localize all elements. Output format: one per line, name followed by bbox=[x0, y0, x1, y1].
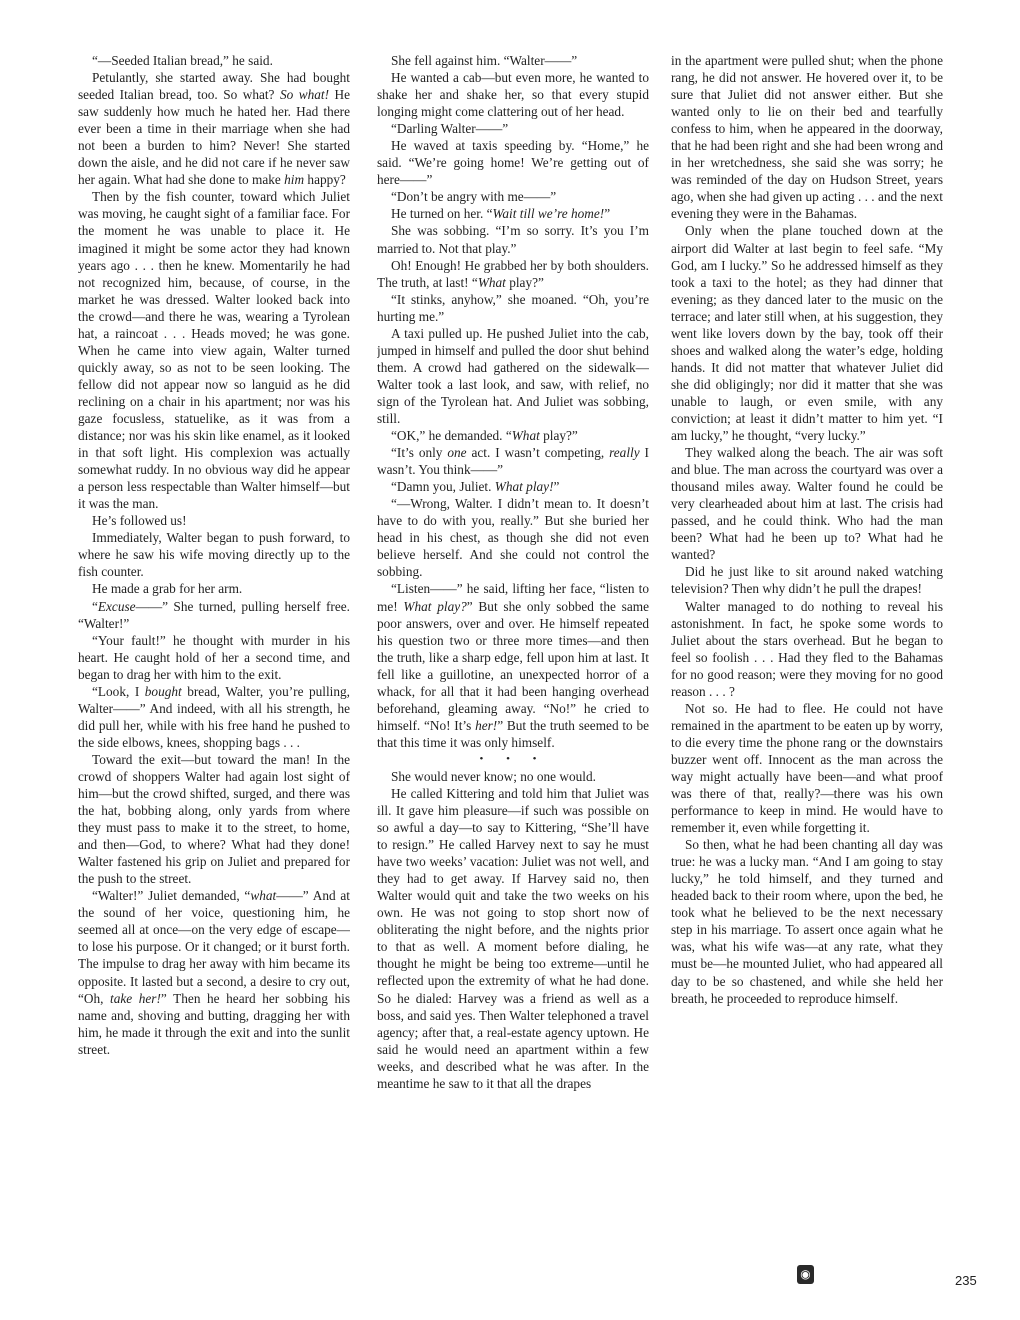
italic-text: What bbox=[477, 274, 506, 290]
text-run: play?” bbox=[505, 274, 544, 290]
italic-text: take her! bbox=[110, 990, 161, 1006]
paragraph bbox=[377, 120, 649, 137]
text-run: ” But she only sobbed the same poor answers, over and over. He himself repeated his question two or three more times—and then the truth, like a sharp edge, fell upon him at last. It fell like a guillotine, an unexpected horror of a whack, for all that it had been hanging overhead beforehand, gleaming away. “No!” he cried to himself. “No! It’s bbox=[377, 598, 649, 733]
text-run: “Damn you, Juliet. bbox=[391, 479, 495, 495]
text-run: “Your fault!” he thought with murder in his heart. He caught hold of her a second time, and began to drag her with him to the exit. bbox=[78, 632, 350, 682]
paragraph bbox=[377, 751, 649, 768]
paragraph bbox=[78, 683, 350, 751]
text-run: He called Kittering and told him that Juliet was ill. It gave him pleasure—if such was possible on so awful a day—to say to Kittering, “She’ll have to resign.” He called Harvey next to say he must have two weeks’ vacation: Juliet was not well, and they had to get away. If Harvey said no, then Walter would quit and take the two weeks on his own. He was not going to stop short now of obliterating the night before, and the nights prior to that as well. A moment before dialing, he thought he might be being too extreme—until he reflected upon the extremity of what he had done. So he dialed: Harvey was a friend as well as a boss, and said yes. Then Walter telephoned a travel agency; after that, a real-estate agency uptown. He said he would need an apartment within a few weeks, and described what he was after. In the meantime he saw to it that all the drapes bbox=[377, 785, 649, 1091]
paragraph bbox=[377, 188, 649, 205]
paragraph bbox=[78, 188, 350, 512]
italic-text: really bbox=[609, 445, 640, 461]
paragraph bbox=[377, 222, 649, 256]
text-run: “—Wrong, Walter. I didn’t mean to. It doesn’t have to do with you, really.” But she buried her head in his chest, as though she did not even believe herself. And she could not control the sobbing. bbox=[377, 496, 649, 580]
text-run: They walked along the beach. The air was soft and blue. The man across the courtyard was over a thousand miles away. Walter found he could be very clearheaded about him at last. The crisis had passed, and he could think. Who had the man been? What had he been up to? What had he wanted? bbox=[671, 445, 943, 563]
italic-text: what bbox=[250, 888, 277, 904]
text-run: Only when the plane touched down at the airport did Walter at last begin to feel safe. “My God, am I lucky.” So he addressed himself as they took a taxi to the hotel; as they had dinner that evening; as they danced later to the music on the terrace; and later still when, at his suggestion, they went like lovers down by the bay, took off their shoes and walked along the water’s edge, holding hands. It did not matter that whatever Juliet did she did obligingly; nor did it matter that she was unable to laugh, or even smile, with any conviction; at least it didn’t matter to him yet. “I am lucky,” he thought, “very lucky.” bbox=[671, 223, 943, 444]
text-run: Then by the fish counter, toward which Juliet was moving, he caught sight of a familiar face. For the moment he was unable to place it. He imagined it might be some actor they had known years ago . . . then he knew. Momentarily he had not recognized him, because, of course, in the market he was dressed. Walter looked back into the crowd—and there he was, wearing a Tyrolean hat, a raincoat . . . Heads moved; he was gone. When he came into view again, Walter turned quickly away, so as not to be seen looking. The fellow did not appear now so languid as he did reclining on a chair in his apartment; nor was his gaze focusless, statuelike, as it was from a distance; nor was his skin like enamel, as it looked in that soft light. His complexion was actually somewhat ruddy. In no obvious way did he appear a person less respectable than Walter himself—but it was the man. bbox=[78, 189, 350, 512]
page-number: 235 bbox=[955, 1273, 977, 1288]
text-column-2 bbox=[377, 52, 649, 1292]
text-run: ” But the truth seemed to be that this time it was only himself. bbox=[377, 717, 649, 750]
italic-text: Wait till we’re home! bbox=[492, 206, 605, 222]
text-run: He made a grab for her arm. bbox=[92, 581, 243, 597]
italic-text: What bbox=[511, 428, 540, 444]
text-run: A taxi pulled up. He pushed Juliet into the cab, jumped in himself and pulled the door shut behind them. A crowd had gathered on the sidewalk—Walter took a last look, and saw, with relief, no sign of the Tyrolean hat. And Juliet was sobbing, still. bbox=[377, 325, 649, 426]
paragraph bbox=[671, 836, 943, 1006]
text-run: Toward the exit—but toward the man! In the crowd of shoppers Walter had again lost sight of him—but the crowd shifted, surged, and there was the hat, bobbing along, only yards from where they must pass to make it to the street, to home, and then—God, to where? What had they done! Walter fastened his grip on Juliet and prepared for the push to the street. bbox=[78, 751, 350, 887]
text-run: “ bbox=[92, 598, 98, 614]
paragraph bbox=[78, 580, 350, 597]
paragraph bbox=[377, 478, 649, 495]
text-run: “OK,” he demanded. “ bbox=[391, 428, 512, 444]
paragraph bbox=[671, 563, 943, 597]
paragraph bbox=[78, 52, 350, 69]
italic-text: What play! bbox=[494, 479, 554, 495]
paragraph bbox=[377, 444, 649, 478]
paragraph bbox=[671, 52, 943, 222]
paragraph bbox=[78, 69, 350, 188]
paragraph bbox=[377, 768, 649, 785]
paragraph bbox=[377, 427, 649, 444]
text-run: Not so. He had to flee. He could not have remained in the apartment to be eaten up by worry, to die every time the phone rang or the downstairs buzzer went off. Innocent as the man across the way might actually have been—and what proof was there of that, really?—there was his own performance to keep in mind. He would have to remember it, even while forgetting it. bbox=[671, 700, 943, 836]
text-run: “It stinks, anyhow,” she moaned. “Oh, you’re hurting me.” bbox=[377, 291, 649, 324]
paragraph bbox=[377, 257, 649, 291]
text-run: Immediately, Walter began to push forward, to where he saw his wife moving directly up to the fish counter. bbox=[78, 530, 350, 580]
italic-text: Excuse bbox=[97, 598, 136, 614]
text-run: play?” bbox=[539, 428, 578, 444]
paragraph bbox=[78, 887, 350, 1057]
paragraph bbox=[377, 69, 649, 120]
text-run: He saw suddenly how much he hated her. Had there ever been a time in their marriage when she had not been a burden to him? Never! She started down the aisle, and he did not care if he never saw her again. What had she done to make bbox=[78, 87, 350, 188]
text-column-1 bbox=[78, 52, 350, 1292]
text-run: “Don’t be angry with me——” bbox=[391, 189, 557, 205]
text-run: Oh! Enough! He grabbed her by both shoulders. The truth, at last! “ bbox=[377, 257, 649, 290]
text-run: So then, what he had been chanting all day was true: he was a lucky man. “And I am going to stay lucky,” he told himself, and they turned and headed back to their room where, upon the bed, he took what he believed to be the next necessary step in his marriage. To assert once again what he was, what his wife was—at any rate, what they must be—he mounted Juliet, who had appeared all day to be so chastened, and while she held her breath, he proceeded to reproduce himself. bbox=[671, 837, 943, 1006]
text-run: ” bbox=[553, 479, 560, 495]
paragraph bbox=[78, 751, 350, 887]
paragraph bbox=[671, 700, 943, 836]
text-run: “Darling Walter——” bbox=[391, 121, 509, 137]
italic-text: So what! bbox=[279, 87, 329, 103]
paragraph bbox=[377, 52, 649, 69]
text-run: “Look, I bbox=[92, 683, 145, 699]
text-run: in the apartment were pulled shut; when the phone rang, he did not answer. He hovered over it, to be sure that Juliet did not answer either. But she wanted only to lie on their bed and tearfully confess to him, when he appeared in the doorway, that he had been right and she had been wrong and in her wretchedness, she said she was sorry; he was reminded of the day on Hudson Street, years ago, when she had given up acting . . . and the next evening they were in the Bahamas. bbox=[671, 53, 943, 222]
paragraph bbox=[671, 598, 943, 700]
text-run: ——” She turned, pulling herself free. “Walter!” bbox=[78, 598, 350, 631]
italic-text: him bbox=[284, 172, 305, 188]
paragraph bbox=[78, 529, 350, 580]
paragraph bbox=[78, 632, 350, 683]
paragraph bbox=[671, 444, 943, 563]
text-column-3 bbox=[671, 52, 943, 1292]
text-run: Petulantly, she started away. She had bought seeded Italian bread, too. So what? bbox=[78, 70, 350, 103]
text-run: bread, Walter, you’re pulling, Walter——” And indeed, with all his strength, he did pull her, while with his free hand he pushed to the side elbows, knees, shopping bags . . . bbox=[78, 683, 350, 750]
paragraph bbox=[377, 785, 649, 1092]
text-run: ——” And at the sound of her voice, questioning him, he seemed all at once—on the very edge of escape—to lose his purpose. Or it changed; or it burst forth. The impulse to drag her away with him became its opposite. It lasted but a second, a desire to cry out, “Oh, bbox=[78, 888, 350, 1006]
text-run: Did he just like to sit around naked watching television? Then why didn’t he pull the drapes! bbox=[671, 564, 943, 597]
text-run: Walter managed to do nothing to reveal his astonishment. In fact, he spoke some words to Juliet about the stars overhead. But he began to feel so foolish . . . Had they fled to the Bahamas for no good reason; were they moving for no good reason . . . ? bbox=[671, 598, 943, 699]
text-run: happy? bbox=[304, 172, 346, 188]
text-run: “—Seeded Italian bread,” he said. bbox=[92, 53, 273, 68]
paragraph bbox=[78, 512, 350, 529]
text-run: ” bbox=[604, 206, 611, 222]
paragraph bbox=[377, 325, 649, 427]
paragraph bbox=[377, 495, 649, 580]
italic-text: her! bbox=[475, 717, 498, 733]
text-run: ” Then he heard her sobbing his name and, shoving and butting, dragging her with him, he made it through the exit and into the sunlit street. bbox=[78, 990, 350, 1057]
text-run: act. I wasn’t competing, bbox=[466, 445, 610, 461]
text-run: “Walter!” Juliet demanded, “ bbox=[92, 888, 251, 904]
text-run: He’s followed us! bbox=[92, 513, 187, 529]
paragraph bbox=[377, 580, 649, 750]
text-run: She was sobbing. “I’m so sorry. It’s you I’m married to. Not that play.” bbox=[377, 223, 649, 256]
text-run: “Listen——” he said, lifting her face, “listen to me! bbox=[377, 581, 649, 614]
text-run: She fell against him. “Walter——” bbox=[391, 53, 578, 68]
text-run: • • • bbox=[479, 752, 547, 765]
bunny-logo-icon: ◉ bbox=[797, 1265, 814, 1284]
paragraph bbox=[377, 205, 649, 222]
text-run: She would never know; no one would. bbox=[391, 768, 596, 784]
text-run: He wanted a cab—but even more, he wanted to shake her and shake her, so that every stupid longing might come clattering out of her head. bbox=[377, 70, 649, 120]
paragraph bbox=[671, 222, 943, 444]
paragraph bbox=[78, 598, 350, 632]
text-run: He turned on her. “ bbox=[391, 206, 493, 222]
paragraph bbox=[377, 137, 649, 188]
text-run: “It’s only bbox=[391, 445, 448, 461]
italic-text: bought bbox=[144, 683, 182, 699]
italic-text: What play? bbox=[403, 598, 467, 614]
text-run: I wasn’t. You think——” bbox=[377, 445, 649, 478]
paragraph bbox=[377, 291, 649, 325]
italic-text: one bbox=[447, 445, 467, 461]
text-run: He waved at taxis speeding by. “Home,” he said. “We’re going home! We’re getting out of here——” bbox=[377, 138, 649, 188]
